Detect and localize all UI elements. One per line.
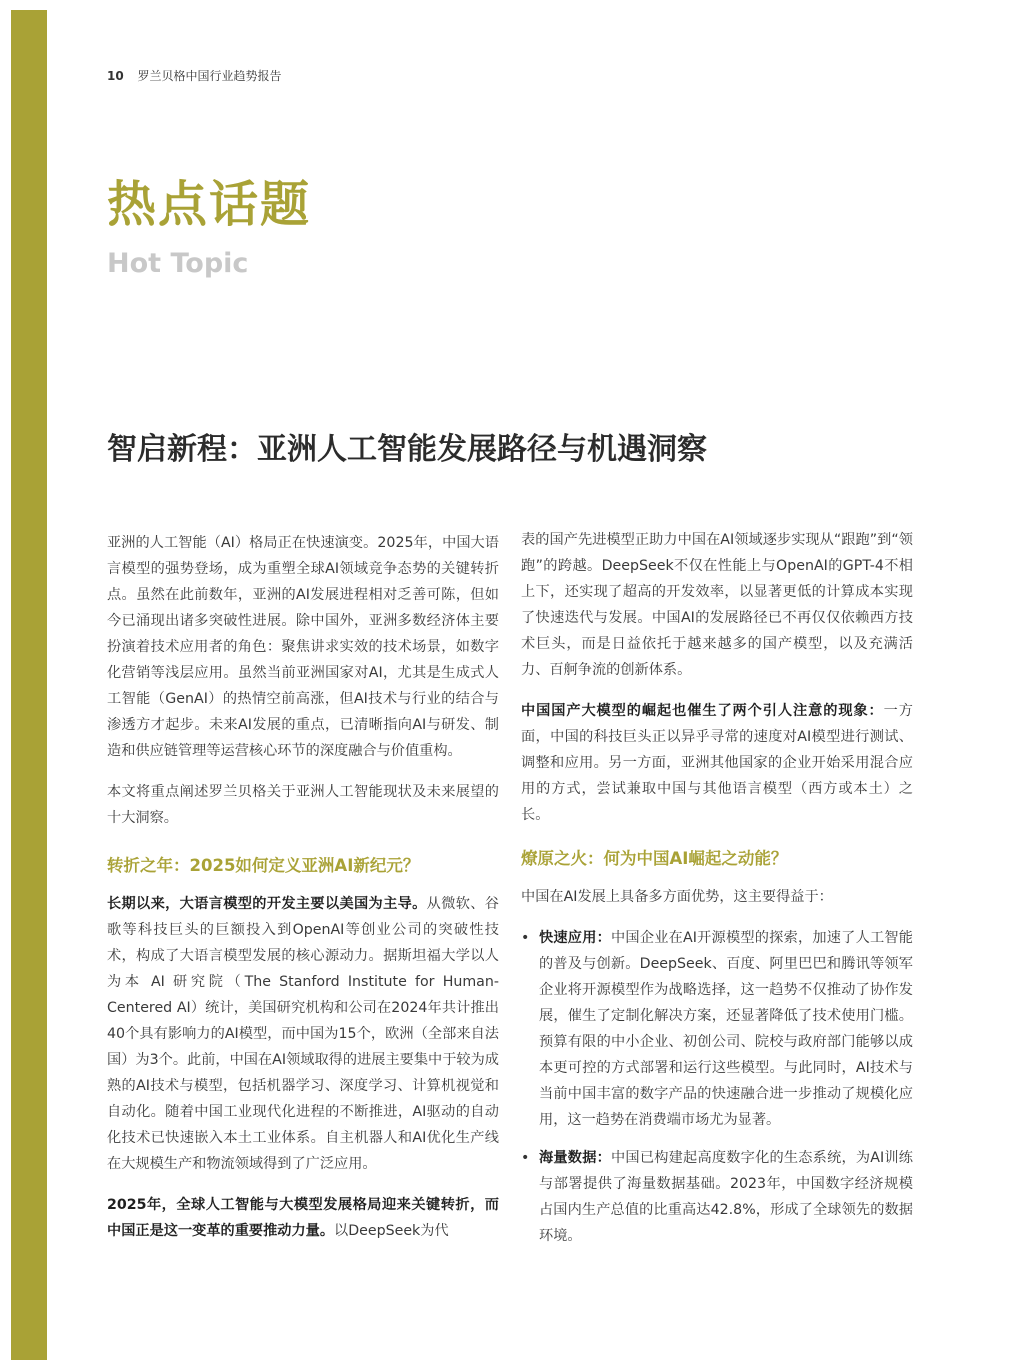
left-column	[107, 530, 499, 1259]
paragraph-lead: 中国国产大模型的崛起也催生了两个引人注意的现象：	[521, 703, 884, 719]
paragraph-lead: 2025年，全球人工智能与大模型发展格局迎来关键转折，而中国正是这一变革的重要推动力量。	[107, 1197, 499, 1239]
section-heading-turning-point: 转折之年：2025如何定义亚洲AI新纪元？	[107, 856, 420, 875]
bullet-body: 中国已构建起高度数字化的生态系统，为AI训练与部署提供了海量数据基础。2023年，中国数字经济规模占国内生产总值的比重高达42.8%，形成了全球领先的数据环境。	[539, 1150, 913, 1244]
bullet-lead: 快速应用：	[539, 930, 612, 946]
paragraph-deepseek: 表的国产先进模型正助力中国在AI领域逐步实现从“跟跑”到“领跑”的跨越。DeepSeek不仅在性能上与OpenAI的GPT-4不相上下，还实现了超高的开发效率，以显著更低的计算成本实现了快速迭代与发展。中国AI的发展路径已不再仅仅依赖西方技术巨头，而是日益依托于越来越多的国产模型，以及充满活力、百舸争流的创新体系。	[521, 532, 913, 678]
side-accent-bar	[11, 10, 47, 1360]
right-column	[521, 527, 913, 1261]
page-header	[107, 67, 282, 84]
article-title: 智启新程：亚洲人工智能发展路径与机遇洞察	[107, 432, 707, 467]
paragraph-body: 从微软、谷歌等科技巨头的巨额投入到OpenAI等创业公司的突破性技术，构成了大语言模型发展的核心源动力。据斯坦福大学以人为本 AI 研究院（The Stanford Institute for Human-Centered AI）统计，美国研究机构和公司在2024年共计推出40个具有影响力的AI模型，而中国为15个，欧洲（全部来自法国）为3个。此前，中国在AI领域取得的进展主要集中于较为成熟的AI技术与模型，包括机器学习、深度学习、计算机视觉和自动化。随着中国工业现代化进程的不断推进，AI驱动的自动化技术已快速嵌入本土工业体系。自主机器人和AI优化生产线在大规模生产和物流领域得到了广泛应用。	[107, 896, 499, 1172]
advantages-list	[521, 925, 913, 1249]
bullet-lead: 海量数据：	[539, 1150, 612, 1166]
section-title-zh: 热点话题	[107, 176, 312, 233]
list-item	[521, 1145, 913, 1249]
bullet-body: 中国企业在AI开源模型的探索，加速了人工智能的普及与创新。DeepSeek、百度、阿里巴巴和腾讯等领军企业将开源模型作为战略选择，这一趋势不仅推动了协作发展，催生了定制化解决方案，还显著降低了技术使用门槛。预算有限的中小企业、初创公司、院校与政府部门能够以成本更可控的方式部署和运行这些模型。与此同时，AI技术与当前中国丰富的数字产品的快速融合进一步推动了规模化应用，这一趋势在消费端市场尤为显著。	[539, 930, 913, 1128]
paragraph-2025-turn	[107, 1192, 499, 1244]
intro-paragraph-1: 亚洲的人工智能（AI）格局正在快速演变。2025年，中国大语言模型的强势登场，成为重塑全球AI领域竞争态势的关键转折点。虽然在此前数年，亚洲的AI发展进程相对乏善可陈，但如今已涌现出诸多突破性进展。除中国外，亚洲多数经济体主要扮演着技术应用者的角色：聚焦讲求实效的技术场景，如数字化营销等浅层应用。虽然当前亚洲国家对AI，尤其是生成式人工智能（GenAI）的热情空前高涨，但AI技术与行业的结合与渗透方才起步。未来AI发展的重点，已清晰指向AI与研发、制造和供应链管理等运营核心环节的深度融合与价值重构。	[107, 535, 499, 759]
list-item	[521, 925, 913, 1133]
report-title: 罗兰贝格中国行业趋势报告	[137, 69, 282, 83]
paragraph-body: 以DeepSeek为代	[334, 1223, 449, 1239]
section-title-en: Hot Topic	[107, 248, 249, 279]
paragraph-llm-history	[107, 891, 499, 1177]
paragraph-body: 一方面，中国的科技巨头正以异乎寻常的速度对AI模型进行测试、调整和应用。另一方面，亚洲其他国家的企业开始采用混合应用的方式，尝试兼取中国与其他语言模型（西方或本土）之长。	[521, 703, 913, 823]
paragraph-advantages-intro: 中国在AI发展上具备多方面优势，这主要得益于：	[521, 889, 833, 905]
paragraph-phenomena	[521, 698, 913, 828]
intro-paragraph-2: 本文将重点阐述罗兰贝格关于亚洲人工智能现状及未来展望的十大洞察。	[107, 784, 499, 826]
section-heading-momentum: 燎原之火：何为中国AI崛起之动能？	[521, 849, 788, 868]
paragraph-lead: 长期以来，大语言模型的开发主要以美国为主导。	[107, 896, 427, 912]
page-number: 10	[107, 69, 124, 83]
